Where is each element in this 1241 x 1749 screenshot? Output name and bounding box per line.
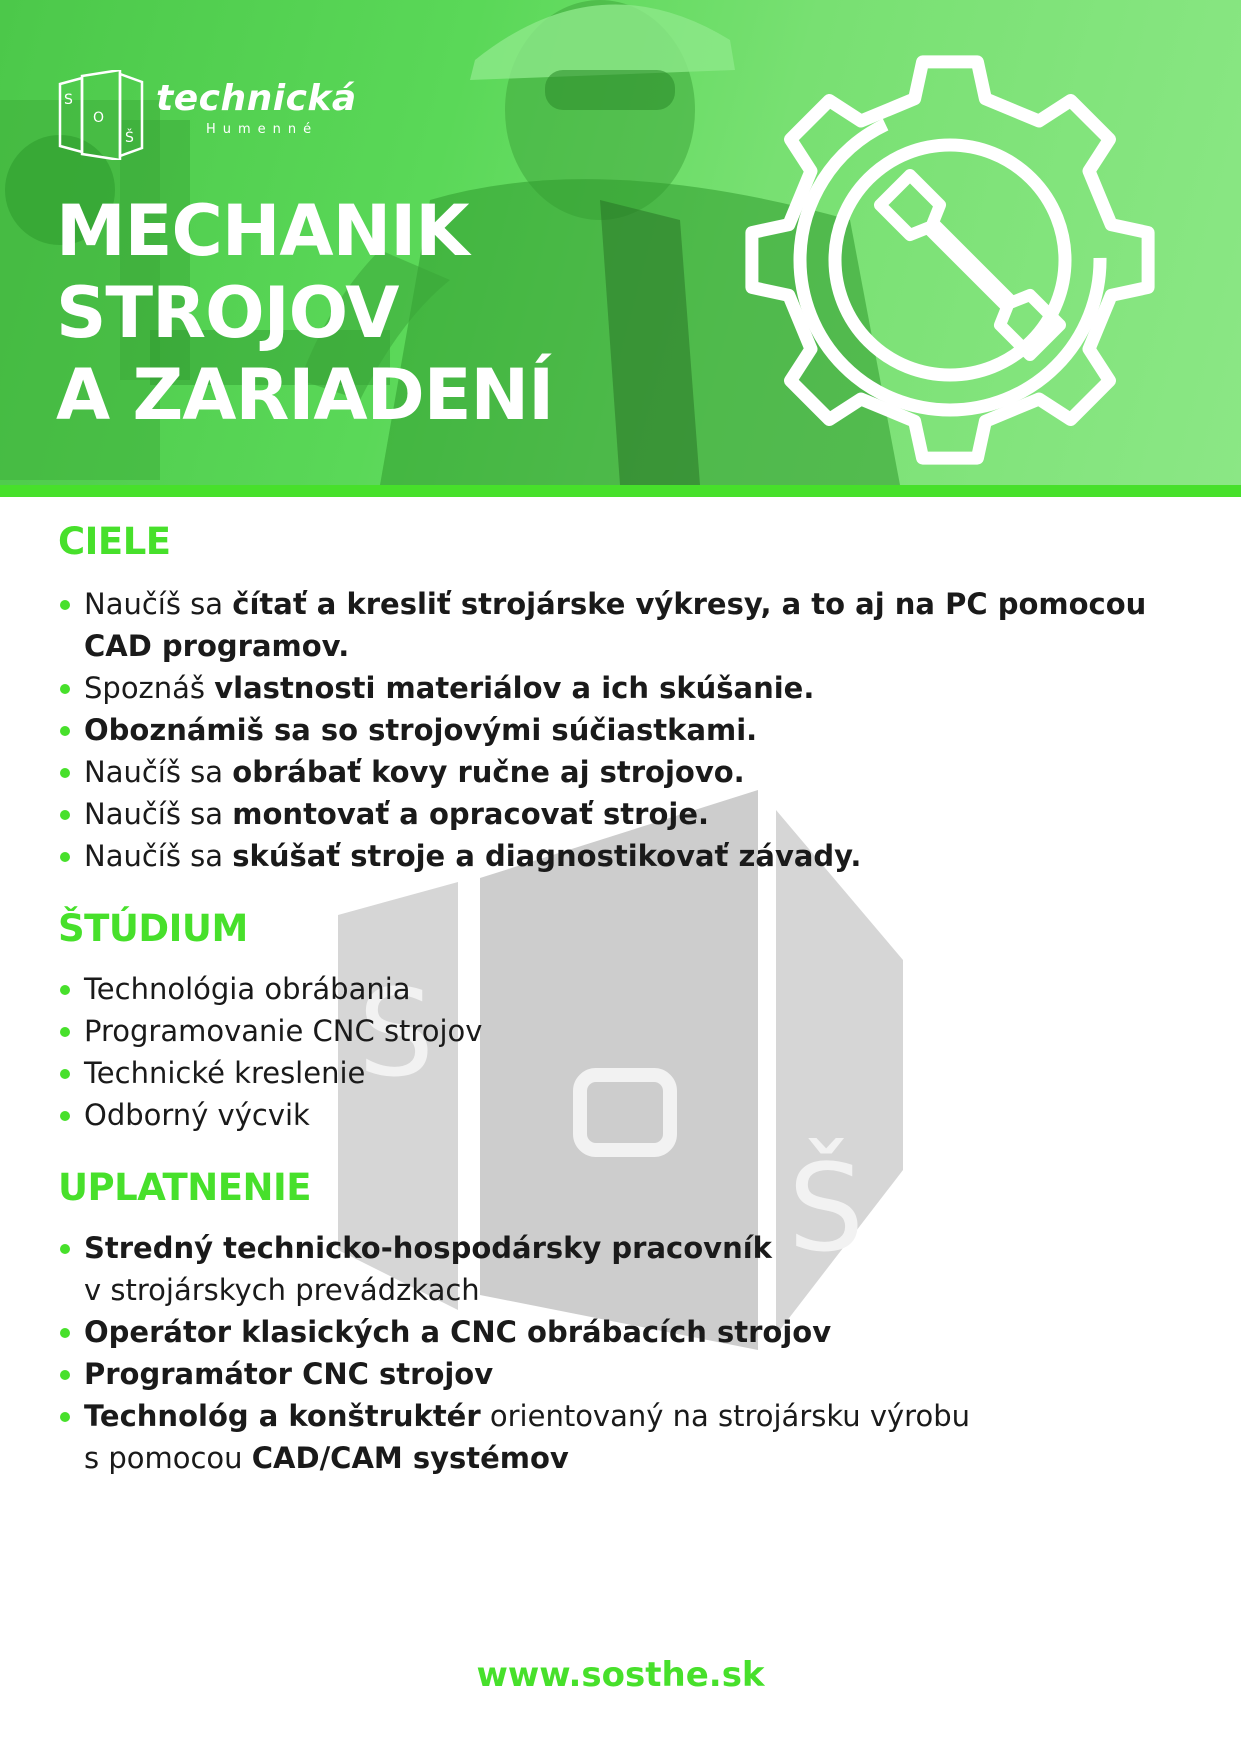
item-emphasis: skúšať stroje a diagnostikovať závady. [232, 839, 862, 873]
item-text: Naučíš sa [84, 839, 233, 873]
hero-banner [0, 0, 1241, 485]
section-title-ciele: CIELE [58, 520, 171, 563]
list-item [58, 709, 1198, 751]
item-emphasis: montovať a opracovať stroje. [232, 797, 710, 831]
list-item [58, 583, 1198, 667]
logo-letter-o: O [93, 110, 105, 126]
content [58, 520, 1198, 1479]
title-line-1: MECHANIK [56, 190, 469, 272]
uplatnenie-list [58, 1227, 1198, 1479]
list-item [58, 667, 1198, 709]
gear-wrench-icon [740, 50, 1160, 470]
studium-list [58, 968, 1198, 1136]
school-logo [56, 70, 396, 160]
item-emphasis: Operátor klasických a CNC obrábacích strojov [84, 1315, 832, 1349]
title-line-3: A ZARIADENÍ [56, 354, 554, 436]
list-item: Technológia obrábania [58, 968, 1198, 1010]
list-item: Programovanie CNC strojov [58, 1010, 1198, 1052]
hero-accent-strip [0, 485, 1241, 497]
logo-emblem-icon [56, 70, 146, 160]
list-item [58, 1395, 1198, 1479]
list-item [58, 1311, 1198, 1353]
item-emphasis: vlastnosti materiálov a ich skúšanie. [214, 671, 815, 705]
list-item: Odborný výcvik [58, 1094, 1198, 1136]
watermark-letter-s: S [358, 965, 435, 1104]
list-item [58, 835, 1198, 877]
logo-letter-s: S [64, 92, 73, 108]
list-item [58, 751, 1198, 793]
item-emphasis: Oboznámiš sa so strojovými súčiastkami. [84, 713, 758, 747]
ciele-list [58, 583, 1198, 877]
item-emphasis: Programátor CNC strojov [84, 1357, 494, 1391]
item-text: Naučíš sa [84, 797, 233, 831]
item-text: Spoznáš [84, 671, 215, 705]
title-line-2: STROJOV [56, 272, 399, 354]
list-item [58, 793, 1198, 835]
website-link[interactable]: www.sosthe.sk [476, 1655, 765, 1695]
item-emphasis: CAD/CAM systémov [251, 1441, 569, 1475]
list-item [58, 1353, 1198, 1395]
item-text: v strojárskych prevádzkach [84, 1273, 480, 1307]
list-item [58, 1227, 1198, 1311]
item-text: Naučíš sa [84, 587, 233, 621]
item-text: orientovaný na strojársku výrobu [480, 1399, 971, 1433]
item-emphasis: Stredný technicko-hospodársky pracovník [84, 1231, 772, 1265]
item-emphasis: Technológ a konštruktér [84, 1399, 481, 1433]
section-title-studium: ŠTÚDIUM [58, 907, 248, 950]
logo-letter-s-caron: Š [125, 130, 134, 146]
logo-city: Humenné [206, 122, 319, 137]
logo-wordmark: technická [156, 78, 357, 119]
page-title [56, 190, 553, 436]
item-emphasis: obrábať kovy ručne aj strojovo. [232, 755, 745, 789]
watermark-letter-s-caron: Š [788, 1140, 865, 1279]
item-emphasis: čítať a kresliť strojárske výkresy, a to aj na PC pomocou CAD programov. [84, 587, 1147, 663]
section-title-uplatnenie: UPLATNENIE [58, 1166, 311, 1209]
item-text: Naučíš sa [84, 755, 233, 789]
item-text: s pomocou [84, 1441, 252, 1475]
list-item: Technické kreslenie [58, 1052, 1198, 1094]
